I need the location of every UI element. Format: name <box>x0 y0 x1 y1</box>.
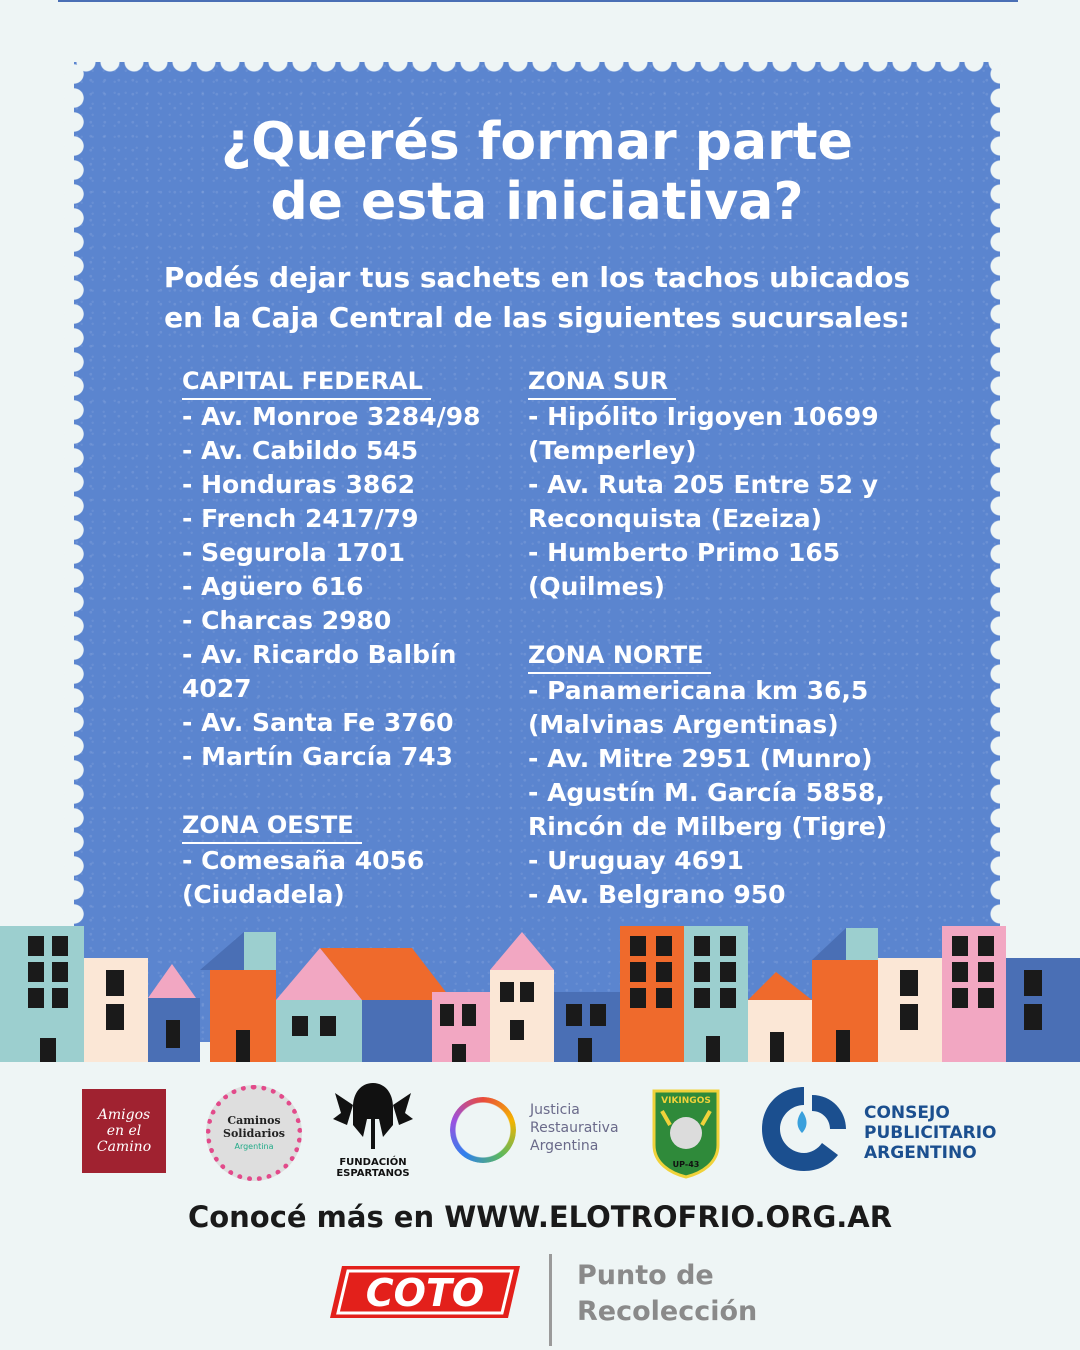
logo-text: VIKINGOS <box>661 1096 711 1106</box>
top-divider <box>58 0 1018 2</box>
logo-text: ESPARTANOS <box>336 1168 410 1179</box>
vikingos-logo <box>652 1089 720 1179</box>
logo-text: Camino <box>96 1139 152 1155</box>
collection-point-label <box>577 1258 757 1330</box>
branch-address: - Comesaña 4056 (Ciudadela) <box>182 846 425 909</box>
headline <box>74 112 1000 232</box>
logo-text: Argentina <box>530 1138 599 1154</box>
logo-text: Restaurativa <box>530 1120 619 1136</box>
logo-text: en el <box>106 1123 142 1139</box>
subheadline-line1: Podés dejar tus sachets en los tachos ubicados <box>163 261 911 294</box>
branches-left-column <box>182 364 512 946</box>
website-callout: Conocé más en WWW.ELOTROFRIO.ORG.AR <box>187 1200 893 1234</box>
branch-address: - Av. Monroe 3284/98 <box>182 402 481 431</box>
branch-address: - Av. Ricardo Balbín 4027 <box>182 640 457 703</box>
branch-address: - Agüero 616 <box>182 572 364 601</box>
logo-text: FUNDACIÓN <box>339 1157 407 1168</box>
collection-point-line2: Recolección <box>577 1296 758 1327</box>
logo-text: Caminos <box>227 1113 281 1127</box>
justicia-restaurativa-logo <box>444 1093 634 1173</box>
branch-address: - Av. Cabildo 545 <box>182 436 419 465</box>
zone-sur <box>528 364 918 604</box>
logo-text: UP-43 <box>672 1160 700 1169</box>
caminos-solidarios-logo <box>206 1085 302 1181</box>
zone-norte <box>528 638 918 912</box>
viking-shield-icon <box>652 1089 720 1179</box>
coto-logo <box>330 1262 520 1322</box>
footer-divider <box>549 1254 552 1346</box>
coto-wordmark: COTO <box>365 1271 485 1315</box>
branch-address: - Martín García 743 <box>182 742 454 771</box>
collection-point-line1: Punto de <box>577 1260 714 1291</box>
logo-text: Justicia <box>530 1102 580 1118</box>
logo-text: ARGENTINO <box>864 1143 977 1163</box>
logo-text: Argentina <box>234 1141 274 1151</box>
branch-address: - Hipólito Irigoyen 10699 (Temperley) <box>528 402 879 465</box>
rainbow-ring-icon <box>450 1097 516 1163</box>
logo-text: CONSEJO <box>864 1103 950 1123</box>
city-skyline-illustration <box>0 920 1080 1062</box>
branch-address: - Segurola 1701 <box>182 538 405 567</box>
headline-line2: de esta iniciativa? <box>270 172 804 232</box>
branch-address: - Av. Belgrano 950 <box>528 880 786 909</box>
branch-address: - Av. Santa Fe 3760 <box>182 708 454 737</box>
logo-text: Solidarios <box>223 1126 285 1140</box>
branch-address: - Av. Ruta 205 Entre 52 y Reconquista (Ezeiza) <box>528 470 879 533</box>
zone-title: CAPITAL FEDERAL <box>182 364 431 400</box>
branches-right-column <box>528 364 918 946</box>
partner-logos <box>0 1075 1080 1185</box>
subheadline <box>74 258 1000 338</box>
logo-text: Amigos <box>97 1107 151 1123</box>
branch-address: - Panamericana km 36,5 (Malvinas Argentinas) <box>528 676 869 739</box>
zone-title: ZONA OESTE <box>182 808 362 844</box>
branch-address: - Av. Mitre 2951 (Munro) <box>528 744 873 773</box>
headline-line1: ¿Querés formar parte <box>221 112 853 172</box>
zone-title: ZONA NORTE <box>528 638 711 674</box>
branch-address: - Uruguay 4691 <box>528 846 744 875</box>
stamp-perforation-top <box>74 52 1000 72</box>
amigos-en-el-camino-logo <box>82 1089 166 1173</box>
consejo-publicitario-logo <box>756 1081 1016 1177</box>
branch-address: - Agustín M. García 5858, Rincón de Milberg (Tigre) <box>528 778 888 841</box>
zone-title: ZONA SUR <box>528 364 676 400</box>
cpa-emblem-icon <box>756 1081 852 1177</box>
subheadline-line2: en la Caja Central de las siguientes sucursales: <box>164 301 910 334</box>
logo-text: PUBLICITARIO <box>864 1123 997 1143</box>
branch-address: - Honduras 3862 <box>182 470 416 499</box>
branch-address: - Charcas 2980 <box>182 606 392 635</box>
spartan-helmet-icon <box>333 1079 413 1155</box>
zone-oeste <box>182 808 512 912</box>
fundacion-espartanos-logo <box>333 1079 413 1179</box>
zone-capital-federal <box>182 364 512 774</box>
branch-address: - French 2417/79 <box>182 504 419 533</box>
branch-address: - Humberto Primo 165 (Quilmes) <box>528 538 841 601</box>
